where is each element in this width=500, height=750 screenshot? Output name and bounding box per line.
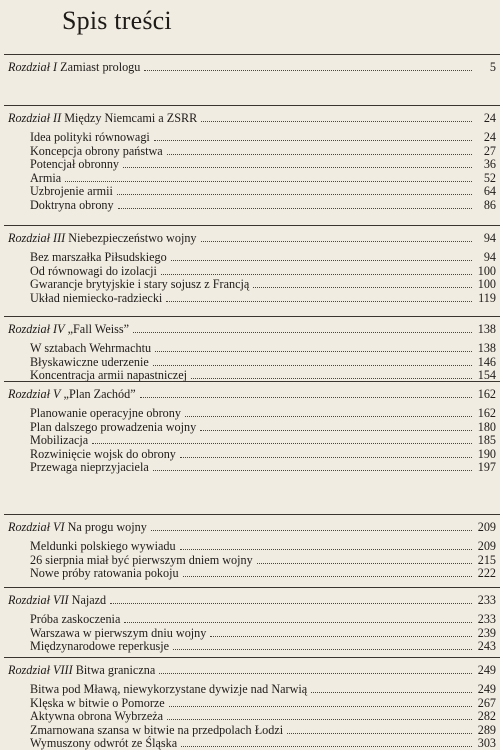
section-entry[interactable] (30, 612, 496, 626)
dot-leader (200, 430, 472, 431)
section-name: Koncentracja armii napastniczej (30, 368, 188, 383)
section-entry[interactable] (30, 566, 496, 580)
dot-leader (287, 733, 472, 734)
section-name: Międzynarodowe reperkusje (30, 639, 170, 654)
dot-leader (169, 706, 472, 707)
section-name: Planowanie operacyjne obrony (30, 406, 181, 420)
section-name: 26 sierpnia miał być pierwszym dniem wojny (30, 552, 253, 567)
page-number: 24 (483, 130, 496, 144)
chapter-title (8, 387, 136, 401)
dot-leader (180, 457, 472, 458)
dot-leader (117, 194, 472, 195)
dot-leader (180, 549, 472, 550)
section-name: W sztabach Wehrmachtu (30, 341, 152, 355)
page-title: Spis treści (62, 6, 172, 35)
chapter-heading[interactable] (8, 663, 496, 677)
chapter-label: Rozdział II (8, 111, 62, 125)
page-number: 64 (483, 184, 496, 199)
chapter-title (8, 322, 129, 336)
section-name: Próba zaskoczenia (30, 612, 121, 626)
chapter-divider (4, 105, 500, 106)
dot-leader (144, 70, 472, 71)
chapter-divider (4, 587, 500, 588)
page-number: 146 (477, 354, 496, 369)
section-name: Zmarnowana szansa w bitwie na przedpolach Łodzi (30, 722, 284, 737)
page-number: 52 (483, 170, 496, 185)
section-entry[interactable] (30, 723, 496, 737)
section-entry[interactable] (30, 355, 496, 369)
page-number: 86 (483, 198, 496, 212)
section-name: Armia (30, 170, 62, 185)
dot-leader (151, 530, 472, 531)
dot-leader (257, 563, 472, 564)
chapter-title (8, 663, 155, 677)
chapter-label: Rozdział V (8, 387, 61, 401)
page-number: 138 (477, 322, 496, 336)
page-number: 24 (483, 111, 496, 125)
section-entry[interactable] (30, 553, 496, 567)
dot-leader (167, 154, 472, 155)
page-number: 94 (483, 231, 496, 245)
section-name: Potencjał obronny (30, 157, 120, 172)
section-entry[interactable] (30, 250, 496, 264)
section-name: Klęska w bitwie o Pomorze (30, 695, 165, 710)
page-number: 233 (477, 612, 496, 626)
page-number: 36 (483, 157, 496, 172)
page-number: 162 (477, 406, 496, 420)
page-number: 94 (483, 250, 496, 264)
page-number: 185 (477, 433, 496, 448)
dot-leader (161, 274, 472, 275)
chapter-name: Zamiast prologu (60, 60, 141, 74)
chapter-name: Niebezpieczeństwo wojny (68, 231, 197, 245)
section-entry[interactable] (30, 198, 496, 212)
section-name: Warszawa w pierwszym dniu wojny (30, 625, 207, 640)
section-name: Wymuszony odwrót ze Śląska (30, 736, 178, 750)
page-number: 233 (477, 593, 496, 607)
dot-leader (140, 397, 472, 398)
chapter-divider (4, 316, 500, 317)
page-number: 222 (477, 566, 496, 581)
dot-leader (181, 746, 472, 747)
section-name: Uzbrojenie armii (30, 184, 113, 199)
dot-leader (183, 576, 472, 577)
section-entry[interactable] (30, 144, 496, 158)
page-number: 154 (477, 368, 496, 383)
page-number: 197 (477, 460, 496, 475)
chapter-name: Bitwa graniczna (75, 663, 156, 677)
page-number: 249 (477, 663, 496, 677)
dot-leader (153, 470, 472, 471)
section-name: Doktryna obrony (30, 198, 114, 212)
section-name: Bitwa pod Mławą, niewykorzystane dywizje nad Narwią (30, 682, 308, 696)
page-number: 249 (477, 682, 496, 696)
page-number: 282 (477, 709, 496, 724)
chapter-heading[interactable] (8, 111, 496, 125)
page-number: 209 (477, 539, 496, 553)
section-entry[interactable] (30, 447, 496, 461)
chapter-label: Rozdział IV (8, 322, 65, 336)
section-name: Bez marszałka Piłsudskiego (30, 250, 167, 264)
dot-leader (311, 692, 472, 693)
section-name: Aktywna obrona Wybrzeża (30, 709, 164, 724)
chapter-heading[interactable] (8, 60, 496, 74)
dot-leader (185, 416, 472, 417)
section-entry[interactable] (30, 709, 496, 723)
chapter-divider (4, 225, 500, 226)
chapter-title (8, 111, 197, 125)
dot-leader (65, 181, 472, 182)
section-entry[interactable] (30, 696, 496, 710)
section-name: Plan dalszego prowadzenia wojny (30, 419, 197, 434)
dot-leader (253, 287, 472, 288)
section-entry[interactable] (30, 460, 496, 474)
chapter-title (8, 520, 147, 534)
section-name: Nowe próby ratowania pokoju (30, 566, 179, 581)
page-number: 100 (477, 277, 496, 292)
chapter-divider (4, 514, 500, 515)
section-name: Układ niemiecko-radziecki (30, 290, 163, 305)
chapter-title (8, 593, 106, 607)
section-name: Błyskawiczne uderzenie (30, 354, 149, 369)
dot-leader (210, 636, 472, 637)
section-entry[interactable] (30, 184, 496, 198)
section-entry[interactable] (30, 277, 496, 291)
section-name: Rozwinięcie wojsk do obrony (30, 446, 176, 461)
dot-leader (118, 208, 472, 209)
dot-leader (92, 443, 472, 444)
dot-leader (153, 365, 472, 366)
dot-leader (201, 121, 472, 122)
section-name: Od równowagi do izolacji (30, 263, 157, 278)
section-entry[interactable] (30, 341, 496, 355)
page-number: 119 (478, 290, 496, 305)
dot-leader (123, 167, 472, 168)
chapter-label: Rozdział VI (8, 520, 65, 534)
chapter-name: Najazd (71, 593, 107, 607)
chapter-heading[interactable] (8, 231, 496, 245)
dot-leader (167, 719, 472, 720)
page-number: 239 (477, 625, 496, 640)
page-number: 162 (477, 387, 496, 401)
page-number: 209 (477, 520, 496, 534)
page-number: 100 (477, 263, 496, 278)
chapter-divider (4, 657, 500, 658)
section-entry[interactable] (30, 157, 496, 171)
dot-leader (166, 301, 472, 302)
section-entry[interactable] (30, 433, 496, 447)
chapter-heading[interactable] (8, 520, 496, 534)
chapter-title (8, 231, 197, 245)
chapter-heading[interactable] (8, 593, 496, 607)
dot-leader (133, 332, 472, 333)
dot-leader (201, 241, 472, 242)
page-number: 243 (477, 639, 496, 654)
page-number: 27 (483, 143, 496, 158)
chapter-label: Rozdział I (8, 60, 58, 74)
section-entry[interactable] (30, 171, 496, 185)
page-number: 303 (477, 736, 496, 750)
chapter-name: „Fall Weiss” (67, 322, 130, 336)
chapter-name: „Plan Zachód” (63, 387, 136, 401)
section-entry[interactable] (30, 130, 496, 144)
chapter-label: Rozdział VII (8, 593, 69, 607)
section-name: Idea polityki równowagi (30, 130, 150, 144)
chapter-name: Między Niemcami a ZSRR (64, 111, 198, 125)
section-name: Meldunki polskiego wywiadu (30, 539, 176, 553)
section-entry[interactable] (30, 406, 496, 420)
section-entry[interactable] (30, 639, 496, 653)
section-name: Mobilizacja (30, 433, 89, 448)
chapter-title (8, 60, 140, 74)
chapter-divider (4, 54, 500, 55)
chapter-divider (4, 381, 500, 382)
chapter-heading[interactable] (8, 322, 496, 336)
section-entry[interactable] (30, 626, 496, 640)
dot-leader (110, 603, 472, 604)
dot-leader (191, 378, 472, 379)
dot-leader (154, 140, 472, 141)
section-entry[interactable] (30, 539, 496, 553)
page-number: 215 (477, 552, 496, 567)
page-number: 190 (477, 446, 496, 461)
chapter-label: Rozdział III (8, 231, 66, 245)
section-entry[interactable] (30, 736, 496, 750)
chapter-name: Na progu wojny (67, 520, 147, 534)
section-name: Przewaga nieprzyjaciela (30, 460, 149, 475)
section-entry[interactable] (30, 420, 496, 434)
page-number: 289 (477, 722, 496, 737)
page-number: 180 (477, 419, 496, 434)
chapter-heading[interactable] (8, 387, 496, 401)
page-number: 267 (477, 695, 496, 710)
dot-leader (173, 649, 472, 650)
dot-leader (171, 260, 472, 261)
dot-leader (155, 351, 472, 352)
dot-leader (159, 673, 472, 674)
section-name: Koncepcja obrony państwa (30, 143, 163, 158)
page-number: 138 (477, 341, 496, 355)
section-name: Gwarancje brytyjskie i stary sojusz z Francją (30, 277, 250, 292)
chapter-label: Rozdział VIII (8, 663, 73, 677)
dot-leader (124, 622, 472, 623)
page-number: 5 (489, 60, 496, 74)
section-entry[interactable] (30, 291, 496, 305)
section-entry[interactable] (30, 264, 496, 278)
section-entry[interactable] (30, 682, 496, 696)
